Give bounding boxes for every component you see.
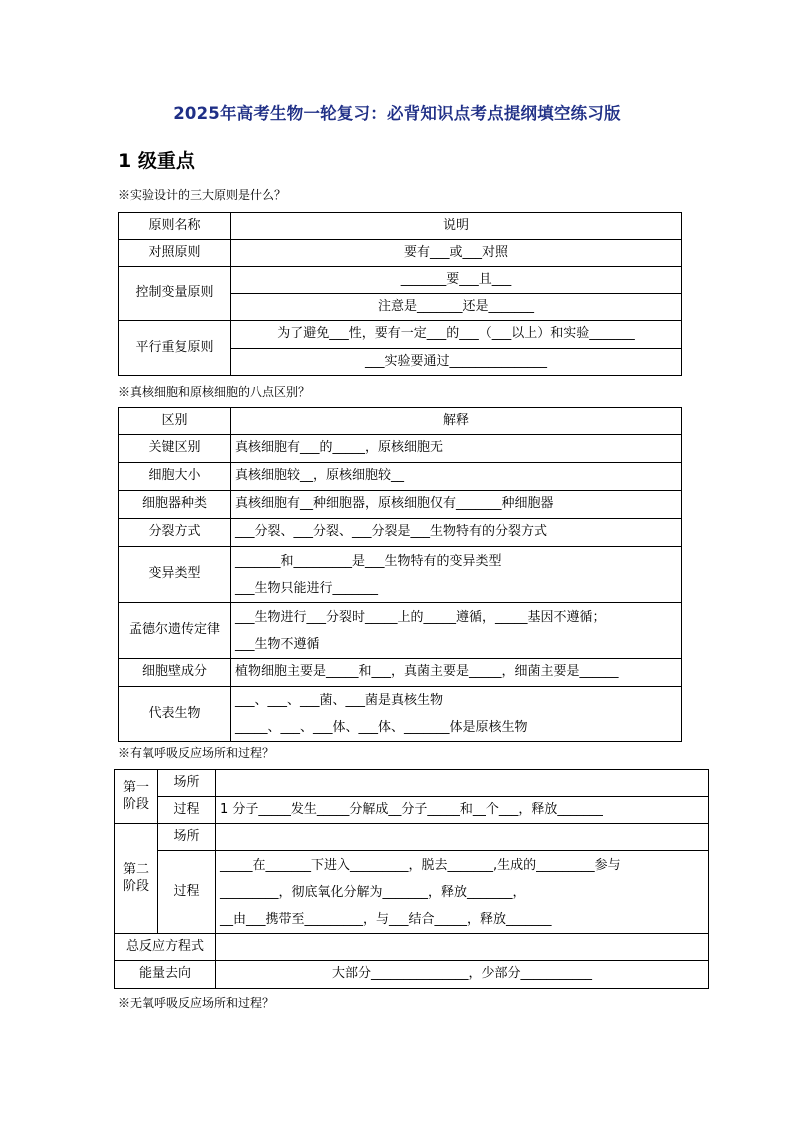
row-label: 细胞大小 <box>119 463 231 491</box>
header-cell: 区别 <box>119 408 231 435</box>
header-cell: 解释 <box>231 408 682 435</box>
table-header-row <box>119 408 682 435</box>
question-aerobic-respiration: ※有氧呼吸反应场所和过程？ <box>118 746 275 760</box>
row-label: 平行重复原则 <box>119 321 231 376</box>
table-row <box>119 519 682 547</box>
fill-blank-cell <box>231 547 682 603</box>
header-cell: 说明 <box>231 213 682 240</box>
empty-answer-cell <box>216 770 709 797</box>
fill-blank-text: _____在_______下进入_________，脱去_______,生成的_________参与 <box>220 857 621 873</box>
table-row <box>119 240 682 267</box>
fill-blank-text: ___实验要通过_______________ <box>231 349 682 376</box>
table-row <box>119 659 682 687</box>
section-heading: 1 级重点 <box>118 150 195 172</box>
fill-blank-text: ___生物不遵循 <box>235 636 320 652</box>
fill-blank-cell <box>231 603 682 659</box>
fill-blank-cell <box>216 851 709 934</box>
row-label: 总反应方程式 <box>115 934 216 961</box>
fill-blank-text: 真核细胞有__种细胞器，原核细胞仅有_______种细胞器 <box>231 491 682 519</box>
table-row <box>119 321 682 349</box>
cell-differences-table <box>118 407 682 742</box>
table-row <box>115 934 709 961</box>
table-row <box>119 687 682 742</box>
fill-blank-text: ___、___、___菌、___菌是真核生物 <box>235 693 444 708</box>
fill-blank-text: 为了避免___性，要有一定___的___（___以上）和实验_______ <box>231 321 682 349</box>
fill-blank-text: 注意是_______还是_______ <box>231 294 682 321</box>
table-row <box>119 435 682 463</box>
fill-blank-cell <box>231 687 682 742</box>
fill-blank-text: 真核细胞有___的_____，原核细胞无 <box>231 435 682 463</box>
site-label: 场所 <box>158 824 216 851</box>
question-experiment-principles: ※实验设计的三大原则是什么？ <box>118 188 287 202</box>
table-row <box>115 851 709 934</box>
fill-blank-text: _____、___、___体、___体、_______体是原核生物 <box>235 720 528 735</box>
fill-blank-text: _______和_________是___生物特有的变异类型 <box>235 553 502 569</box>
empty-answer-cell <box>216 934 709 961</box>
table-row <box>119 267 682 294</box>
question-cell-differences: ※真核细胞和原核细胞的八点区别？ <box>118 385 311 399</box>
fill-blank-text: 植物细胞主要是_____和___，真菌主要是_____，细菌主要是______ <box>231 659 682 687</box>
row-label: 分裂方式 <box>119 519 231 547</box>
empty-answer-cell <box>216 824 709 851</box>
fill-blank-text: ___生物只能进行_______ <box>235 580 379 596</box>
table-row <box>119 547 682 603</box>
table-row <box>119 491 682 519</box>
question-anaerobic-respiration: ※无氧呼吸反应场所和过程？ <box>118 996 275 1010</box>
fill-blank-text: ___分裂、___分裂、___分裂是___生物特有的分裂方式 <box>231 519 682 547</box>
row-label: 控制变量原则 <box>119 267 231 321</box>
fill-blank-text: 1 分子_____发生_____分解成__分子_____和__个___，释放_______ <box>216 797 709 824</box>
row-label: 对照原则 <box>119 240 231 267</box>
process-label: 过程 <box>158 851 216 934</box>
table-row <box>119 603 682 659</box>
principles-table <box>118 212 682 376</box>
document-title: 2025年高考生物一轮复习：必背知识点考点提纲填空练习版 <box>173 104 621 123</box>
fill-blank-text: 要有___或___对照 <box>231 240 682 267</box>
fill-blank-text: 真核细胞较__，原核细胞较__ <box>231 463 682 491</box>
aerobic-respiration-table <box>114 769 709 989</box>
table-row <box>115 770 709 797</box>
row-label: 孟德尔遗传定律 <box>119 603 231 659</box>
row-label: 关键区别 <box>119 435 231 463</box>
table-row <box>115 797 709 824</box>
row-label: 能量去向 <box>115 961 216 989</box>
table-row <box>115 824 709 851</box>
row-label: 代表生物 <box>119 687 231 742</box>
fill-blank-text: _________，彻底氧化分解为_______，释放_______， <box>220 884 526 900</box>
fill-blank-text: 大部分_______________，少部分___________ <box>216 961 709 989</box>
fill-blank-text: __由___携带至_________，与___结合_____，释放_______ <box>220 911 552 927</box>
fill-blank-text: _______要___且___ <box>231 267 682 294</box>
row-label: 细胞器种类 <box>119 491 231 519</box>
stage-label: 第一阶段 <box>115 770 158 824</box>
row-label: 细胞壁成分 <box>119 659 231 687</box>
fill-blank-text: ___生物进行___分裂时_____上的_____遵循，_____基因不遵循； <box>235 609 606 625</box>
process-label: 过程 <box>158 797 216 824</box>
row-label: 变异类型 <box>119 547 231 603</box>
table-row <box>115 961 709 989</box>
table-row <box>119 463 682 491</box>
table-header-row <box>119 213 682 240</box>
site-label: 场所 <box>158 770 216 797</box>
stage-label: 第二阶段 <box>115 824 158 934</box>
header-cell: 原则名称 <box>119 213 231 240</box>
